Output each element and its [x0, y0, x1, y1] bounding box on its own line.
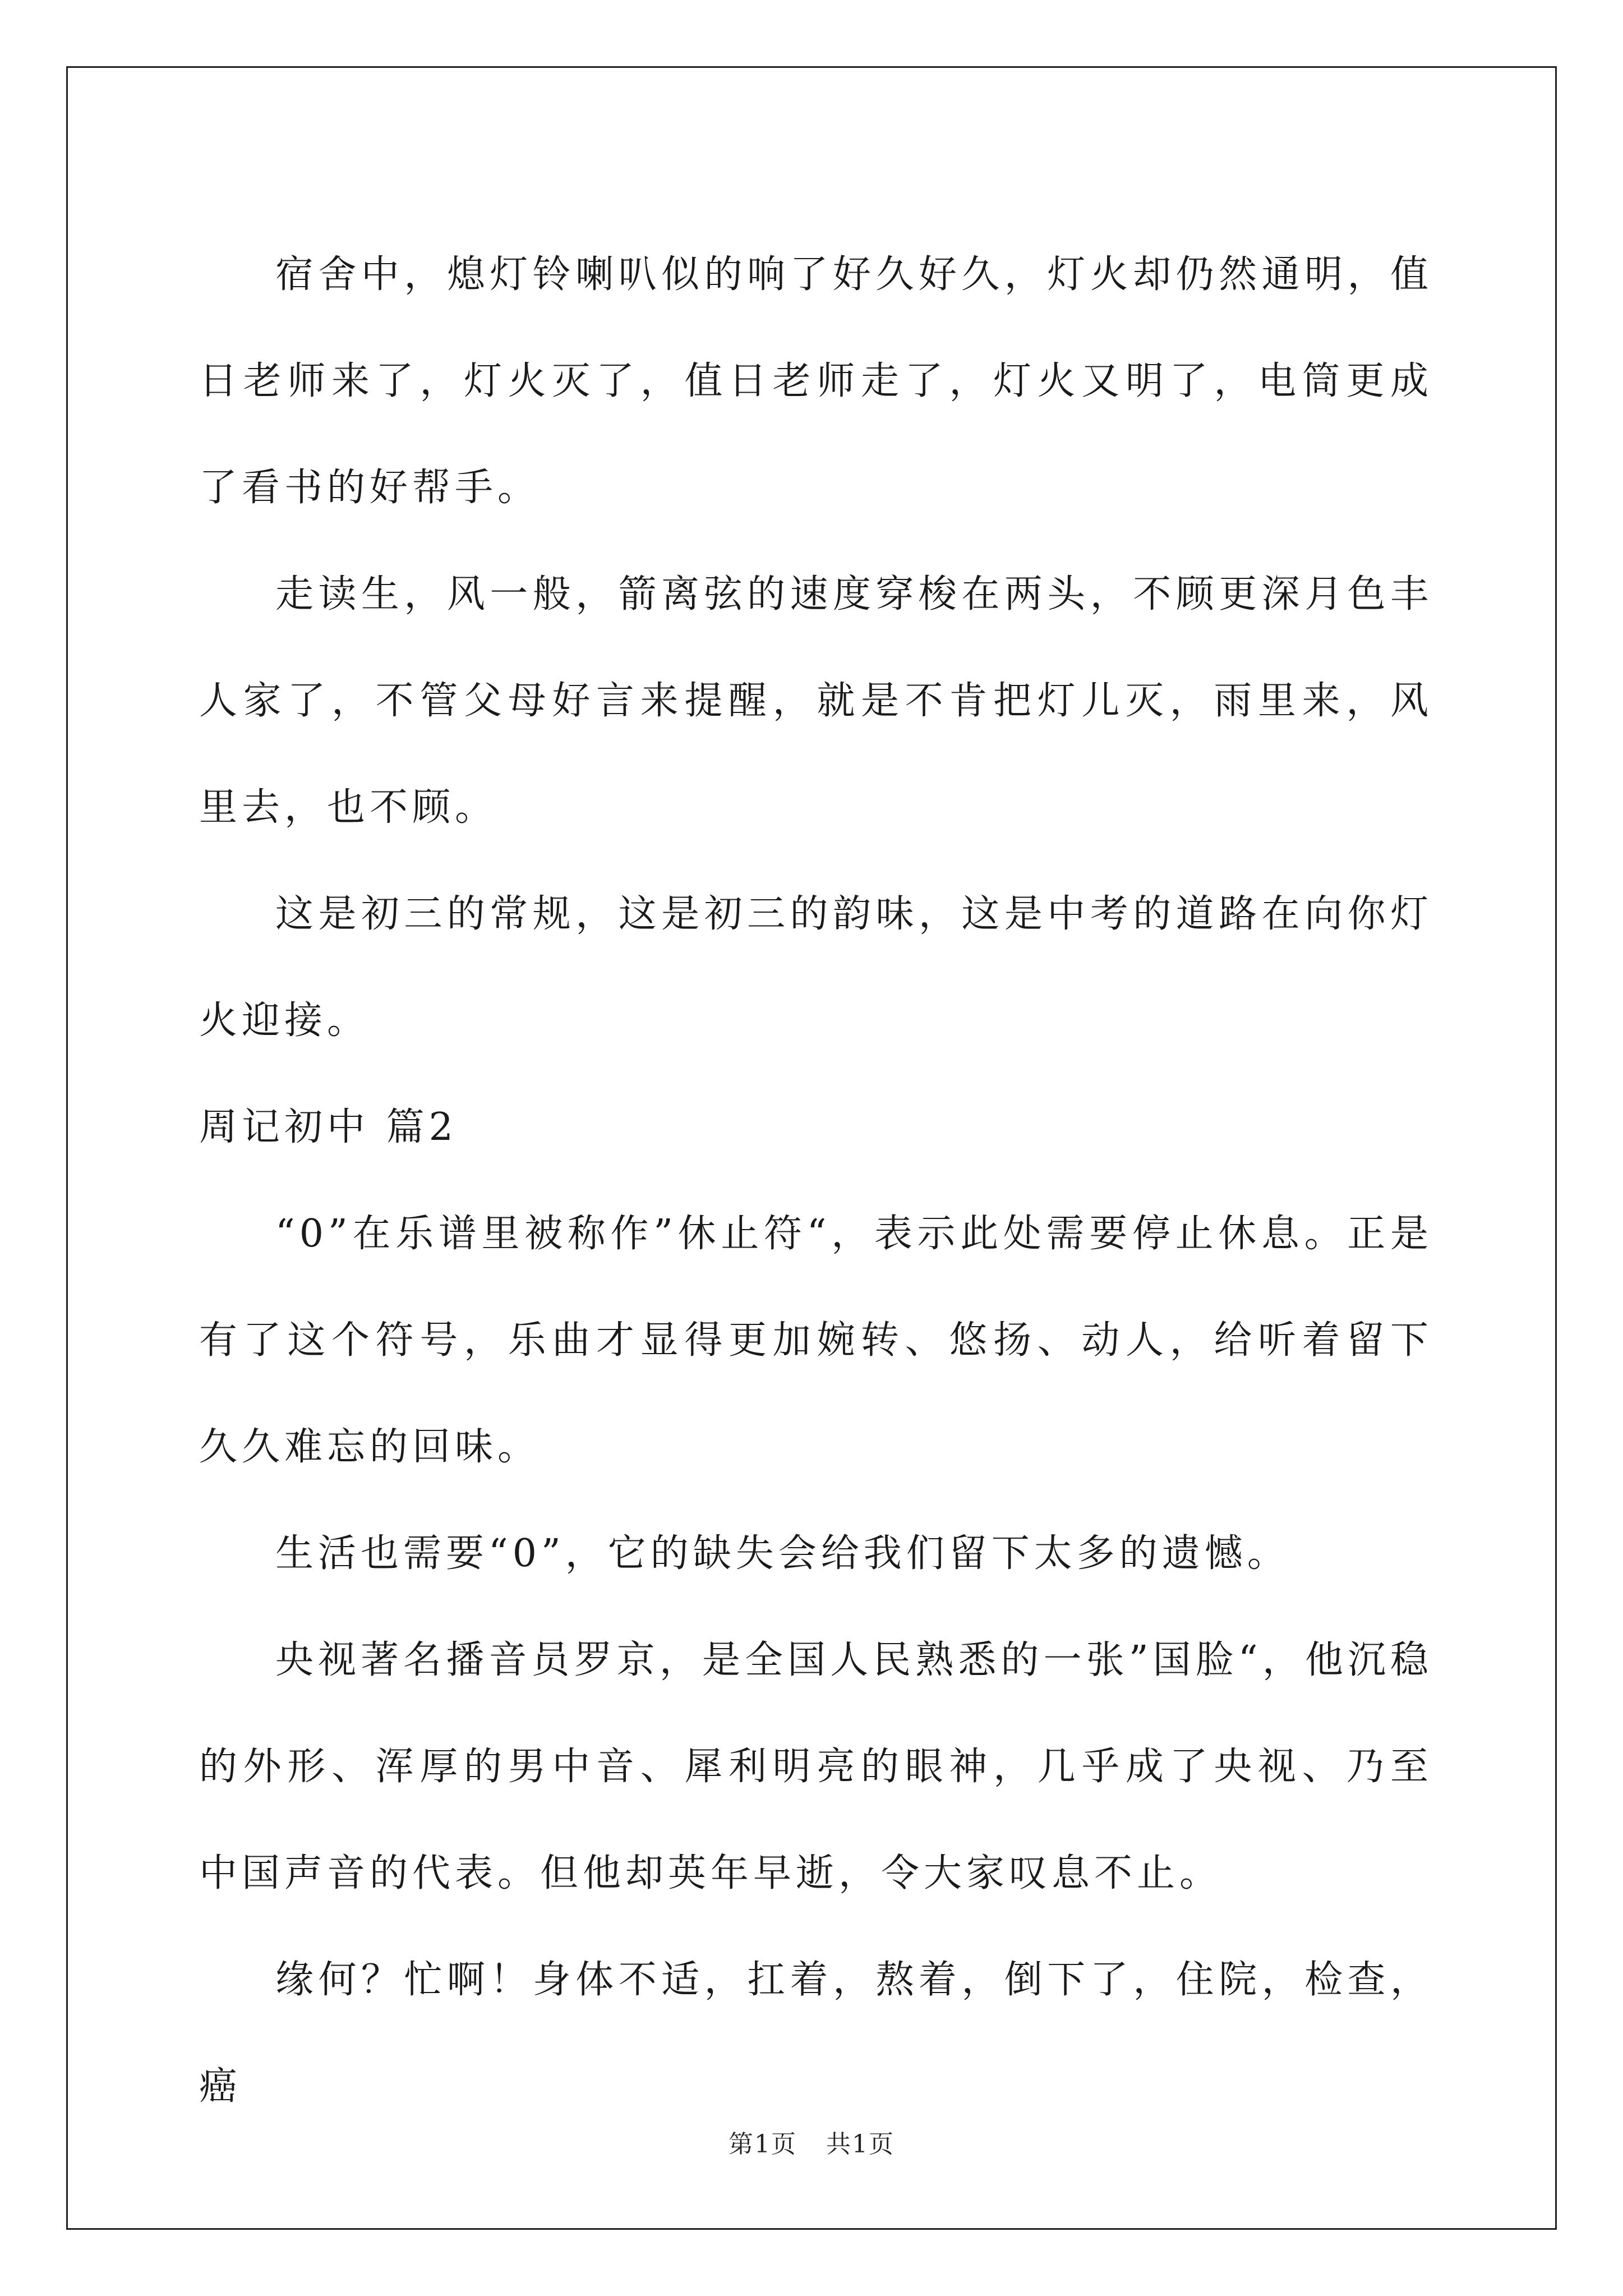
page-total: 共1页: [826, 2130, 895, 2159]
paragraph: 走读生，风一般，箭离弦的速度穿梭在两头，不顾更深月色丰人家了，不管父母好言来提醒，就是不肯把灯儿灭，雨里来，风里去，也不顾。: [199, 572, 1433, 830]
paragraph: 央视著名播音员罗京，是全国人民熟悉的一张”国脸“，他沉稳的外形、浑厚的男中音、犀利明亮的眼神，几乎成了央视、乃至中国声音的代表。但他却英年早逝，令大家叹息不止。: [199, 1638, 1433, 1895]
document-body: [199, 222, 1433, 2140]
paragraph: 这是初三的常规，这是初三的韵味，这是中考的道路在向你灯火迎接。: [199, 892, 1433, 1043]
page-footer: [0, 2124, 1623, 2160]
section-title: 周记初中 篇2: [199, 1105, 458, 1149]
paragraph: 缘何？忙啊！身体不适，扛着，熬着，倒下了，住院，检查，癌: [199, 1958, 1433, 2109]
page-number: 第1页: [728, 2130, 797, 2159]
paragraph: 宿舍中，熄灯铃喇叭似的响了好久好久，灯火却仍然通明，值日老师来了，灯火灭了，值日老师走了，灯火又明了，电筒更成了看书的好帮手。: [199, 252, 1433, 510]
paragraph: “0”在乐谱里被称作”休止符“，表示此处需要停止休息。正是有了这个符号，乐曲才显得更加婉转、悠扬、动人，给听着留下久久难忘的回味。: [199, 1212, 1433, 1469]
paragraph: 生活也需要“0”，它的缺失会给我们留下太多的遗憾。: [275, 1531, 1290, 1576]
